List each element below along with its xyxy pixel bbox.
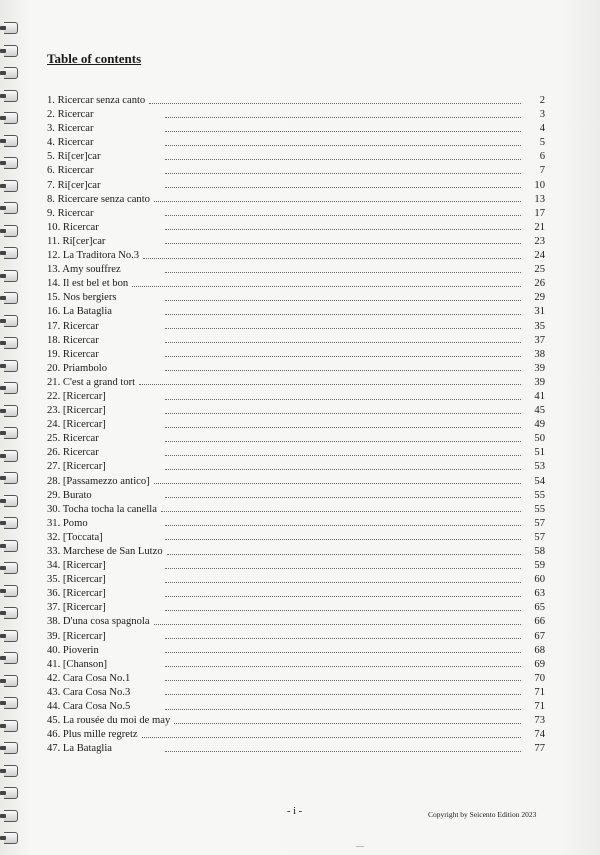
toc-entry-page: 73 <box>534 715 545 727</box>
binding-ring <box>4 22 18 34</box>
dot-leader <box>165 214 521 216</box>
toc-entry-page: 53 <box>534 461 545 473</box>
binding-ring <box>4 427 18 439</box>
toc-entry-page: 41 <box>534 390 545 402</box>
dot-leader <box>165 271 521 273</box>
toc-entry-page: 23 <box>534 235 545 247</box>
dot-leader <box>165 299 521 301</box>
toc-entry[interactable] <box>47 489 545 503</box>
toc-entry[interactable] <box>47 376 545 390</box>
toc-entry-title: 38. D'una cosa spagnola <box>47 616 150 628</box>
dot-leader <box>143 257 521 259</box>
toc-entry-title: 45. La rousée du moi de may <box>47 715 171 727</box>
toc-entry[interactable] <box>47 517 545 531</box>
binding-ring <box>4 540 18 552</box>
dot-leader <box>165 242 521 244</box>
scan-mark <box>356 846 364 847</box>
dot-leader <box>165 454 521 456</box>
toc-entry-title: 11. Ri[cer]car <box>47 235 106 247</box>
toc-entry[interactable] <box>47 179 545 193</box>
dot-leader <box>154 200 521 202</box>
toc-entry-page: 60 <box>534 574 545 586</box>
toc-entry-title: 19. Ricercar <box>47 348 99 360</box>
dot-leader <box>165 228 521 230</box>
toc-entry[interactable] <box>47 150 545 164</box>
toc-entry-title: 31. Pomo <box>47 517 88 529</box>
toc-entry[interactable] <box>47 559 545 573</box>
toc-entry-page: 70 <box>534 672 545 684</box>
dot-leader <box>165 637 521 639</box>
toc-entry-title: 3. Ricercar <box>47 123 94 135</box>
toc-entry-page: 2 <box>539 95 545 106</box>
dot-leader <box>165 693 521 695</box>
binding-ring <box>4 517 18 529</box>
dot-leader <box>165 327 521 329</box>
toc-entry[interactable] <box>47 122 545 136</box>
toc-entry-page: 5 <box>539 137 545 149</box>
binding-ring <box>4 472 18 484</box>
binding-ring <box>4 562 18 574</box>
toc-entry-page: 57 <box>534 517 545 529</box>
toc-entry-page: 49 <box>534 419 545 431</box>
toc-entry-title: 14. Il est bel et bon <box>47 278 129 290</box>
toc-entry-page: 39 <box>534 376 545 388</box>
toc-entry[interactable] <box>47 714 545 728</box>
toc-entry-title: 16. La Bataglia <box>47 306 113 318</box>
toc-entry-title: 21. C'est a grand tort <box>47 376 136 388</box>
toc-entry-page: 4 <box>539 123 545 135</box>
binding-ring <box>4 45 18 57</box>
copyright-notice: Copyright by Seicento Edition 2023 <box>428 810 537 819</box>
dot-leader <box>165 581 521 583</box>
dot-leader <box>174 722 521 724</box>
binding-ring <box>4 112 18 124</box>
dot-leader <box>165 412 521 414</box>
dot-leader <box>165 595 521 597</box>
dot-leader <box>142 736 521 738</box>
toc-entry-title: 2. Ricercar <box>47 109 94 121</box>
binding-ring <box>4 382 18 394</box>
toc-entry[interactable] <box>47 672 545 686</box>
dot-leader <box>165 369 521 371</box>
binding-ring <box>4 360 18 372</box>
binding-ring <box>4 450 18 462</box>
toc-entry-page: 54 <box>534 475 545 487</box>
toc-entry[interactable] <box>47 221 545 235</box>
toc-entry[interactable] <box>47 446 545 460</box>
binding-ring <box>4 292 18 304</box>
toc-entry[interactable] <box>47 615 545 629</box>
toc-entry[interactable] <box>47 418 545 432</box>
toc-entry-page: 59 <box>534 560 545 572</box>
toc-entry-page: 35 <box>534 320 545 332</box>
binding-ring <box>4 585 18 597</box>
toc-entry-title: 43. Cara Cosa No.3 <box>47 686 131 698</box>
toc-entry-title: 18. Ricercar <box>47 334 99 346</box>
binding-ring <box>4 742 18 754</box>
toc-entry-title: 35. [Ricercar] <box>47 574 106 586</box>
toc-entry-page: 7 <box>539 165 545 177</box>
toc-entry[interactable] <box>47 503 545 517</box>
toc-entry-page: 10 <box>534 179 545 191</box>
toc-entry[interactable] <box>47 742 545 756</box>
toc-entry[interactable] <box>47 658 545 672</box>
toc-entry-title: 5. Ri[cer]car <box>47 151 101 163</box>
dot-leader <box>165 524 521 526</box>
toc-entry[interactable] <box>47 531 545 545</box>
binding-ring <box>4 765 18 777</box>
toc-entry-page: 26 <box>534 278 545 290</box>
toc-entry[interactable] <box>47 94 545 108</box>
toc-entry-page: 51 <box>534 447 545 459</box>
toc-entry-title: 4. Ricercar <box>47 137 94 149</box>
toc-entry[interactable] <box>47 207 545 221</box>
toc-entry-page: 63 <box>534 588 545 600</box>
binding-ring <box>4 607 18 619</box>
toc-entry[interactable] <box>47 460 545 474</box>
binding-ring <box>4 720 18 732</box>
toc-entry-page: 39 <box>534 362 545 374</box>
toc-entry-page: 57 <box>534 531 545 543</box>
toc-entry[interactable] <box>47 277 545 291</box>
binding-ring <box>4 157 18 169</box>
spiral-binding <box>0 0 26 855</box>
toc-entry-title: 7. Ri[cer]car <box>47 179 101 191</box>
dot-leader <box>165 355 521 357</box>
binding-ring <box>4 315 18 327</box>
dot-leader <box>165 158 521 160</box>
binding-ring <box>4 225 18 237</box>
dot-leader <box>165 172 521 174</box>
toc-entry-title: 42. Cara Cosa No.1 <box>47 672 131 684</box>
dot-leader <box>165 679 521 681</box>
dot-leader <box>139 383 521 385</box>
dot-leader <box>165 313 521 315</box>
dot-leader <box>165 665 521 667</box>
toc-entry-page: 58 <box>534 546 545 557</box>
toc-entry-title: 24. [Ricercar] <box>47 419 106 431</box>
binding-ring <box>4 697 18 709</box>
toc-entry[interactable] <box>47 164 545 178</box>
toc-entry[interactable] <box>47 686 545 700</box>
toc-entry-page: 69 <box>534 658 545 670</box>
toc-entry-title: 29. Burato <box>47 489 92 501</box>
toc-entry-title: 20. Priambolo <box>47 362 108 374</box>
toc-entry-title: 30. Tocha tocha la canella <box>47 503 157 515</box>
dot-leader <box>154 623 521 625</box>
toc-entry-page: 17 <box>534 207 545 219</box>
dot-leader <box>165 341 521 343</box>
binding-ring <box>4 90 18 102</box>
toc-entry-title: 22. [Ricercar] <box>47 390 106 402</box>
dot-leader <box>167 553 521 555</box>
toc-entry-title: 15. Nos bergiers <box>47 292 117 304</box>
toc-entry-page: 77 <box>534 743 545 755</box>
binding-ring <box>4 787 18 799</box>
dot-leader <box>165 186 521 188</box>
toc-entry[interactable] <box>47 644 545 658</box>
toc-entry[interactable] <box>47 362 545 376</box>
toc-entry-page: 66 <box>534 616 545 628</box>
toc-entry-title: 47. La Bataglia <box>47 743 113 755</box>
toc-entry-title: 26. Ricercar <box>47 447 99 459</box>
dot-leader <box>165 496 521 498</box>
dot-leader <box>165 651 521 653</box>
dot-leader <box>165 609 521 611</box>
binding-ring <box>4 810 18 822</box>
toc-entry[interactable] <box>47 249 545 263</box>
binding-ring <box>4 337 18 349</box>
binding-ring <box>4 630 18 642</box>
dot-leader <box>165 708 521 710</box>
dot-leader <box>161 510 521 512</box>
toc-entry-page: 71 <box>534 686 545 698</box>
toc-entry-title: 6. Ricercar <box>47 165 94 177</box>
toc-entry-title: 41. [Chanson] <box>47 658 108 670</box>
binding-ring <box>4 202 18 214</box>
toc-entry-title: 25. Ricercar <box>47 433 99 445</box>
toc-entry[interactable] <box>47 432 545 446</box>
dot-leader <box>165 144 521 146</box>
toc-entry-title: 40. Pioverin <box>47 644 99 656</box>
toc-entry-page: 74 <box>534 729 545 741</box>
toc-entry-page: 38 <box>534 348 545 360</box>
binding-ring <box>4 247 18 259</box>
toc-entry-title: 12. La Traditora No.3 <box>47 250 140 262</box>
toc-entry[interactable] <box>47 573 545 587</box>
toc-entry[interactable] <box>47 390 545 404</box>
toc-entry-title: 36. [Ricercar] <box>47 588 106 600</box>
binding-ring <box>4 675 18 687</box>
dot-leader <box>149 102 521 104</box>
toc-entry-title: 33. Marchese de San Lutzo <box>47 546 163 557</box>
toc-entry-page: 55 <box>534 489 545 501</box>
toc-entry-page: 29 <box>534 292 545 304</box>
toc-entry[interactable] <box>47 305 545 319</box>
toc-entry-title: 1. Ricercar senza canto <box>47 95 146 106</box>
toc-entry-page: 25 <box>534 264 545 276</box>
binding-ring <box>4 652 18 664</box>
toc-entry-title: 10. Ricercar <box>47 221 99 233</box>
toc-entry-title: 32. [Toccata] <box>47 531 103 543</box>
toc-entry-title: 37. [Ricercar] <box>47 602 106 614</box>
toc-entry-title: 13. Amy souffrez <box>47 264 121 276</box>
toc-entry[interactable] <box>47 334 545 348</box>
toc-entry-page: 65 <box>534 602 545 614</box>
toc-entry-title: 27. [Ricercar] <box>47 461 106 473</box>
toc-entry[interactable] <box>47 193 545 207</box>
toc-entry-title: 8. Ricercare senza canto <box>47 193 150 205</box>
toc-entry-page: 71 <box>534 701 545 713</box>
toc-entry-page: 21 <box>534 221 545 233</box>
toc-entry-page: 13 <box>534 193 545 205</box>
toc-entry-page: 6 <box>539 151 545 163</box>
binding-ring <box>4 832 18 844</box>
toc-entry[interactable] <box>47 630 545 644</box>
binding-ring <box>4 135 18 147</box>
dot-leader <box>165 468 521 470</box>
toc-entry[interactable] <box>47 348 545 362</box>
dot-leader <box>154 482 521 484</box>
binding-ring <box>4 67 18 79</box>
toc-entry-title: 23. [Ricercar] <box>47 405 106 417</box>
toc-entry-title: 44. Cara Cosa No.5 <box>47 701 131 713</box>
toc-entry[interactable] <box>47 601 545 615</box>
binding-ring <box>4 495 18 507</box>
dot-leader <box>165 116 521 118</box>
toc-entry[interactable] <box>47 587 545 601</box>
toc-entry-title: 34. [Ricercar] <box>47 560 106 572</box>
dot-leader <box>165 750 521 752</box>
toc-entry[interactable] <box>47 263 545 277</box>
toc-entry[interactable] <box>47 404 545 418</box>
toc-entry-title: 9. Ricercar <box>47 207 94 219</box>
toc-entry-title: 17. Ricercar <box>47 320 99 332</box>
toc-entry-page: 45 <box>534 405 545 417</box>
toc-entry-page: 3 <box>539 109 545 121</box>
toc-entry-title: 39. [Ricercar] <box>47 630 106 642</box>
page-number: - i - <box>287 806 303 817</box>
dot-leader <box>132 285 521 287</box>
toc-entry[interactable] <box>47 136 545 150</box>
dot-leader <box>165 398 521 400</box>
dot-leader <box>165 426 521 428</box>
binding-ring <box>4 180 18 192</box>
toc-entry-page: 68 <box>534 644 545 656</box>
dot-leader <box>165 440 521 442</box>
toc-entry-page: 37 <box>534 334 545 346</box>
table-of-contents <box>47 94 545 756</box>
toc-entry[interactable] <box>47 700 545 714</box>
toc-entry-title: 46. Plus mille regretz <box>47 729 138 741</box>
toc-entry[interactable] <box>47 108 545 122</box>
toc-entry-page: 55 <box>534 503 545 515</box>
toc-entry[interactable] <box>47 475 545 489</box>
binding-ring <box>4 405 18 417</box>
toc-entry-page: 24 <box>534 250 545 262</box>
dot-leader <box>165 538 521 540</box>
toc-entry[interactable] <box>47 728 545 742</box>
dot-leader <box>165 130 521 132</box>
toc-entry[interactable] <box>47 545 545 559</box>
page-title: Table of contents <box>47 51 142 66</box>
toc-entry-page: 67 <box>534 630 545 642</box>
toc-entry-page: 50 <box>534 433 545 445</box>
dot-leader <box>165 567 521 569</box>
toc-entry-title: 28. [Passamezzo antico] <box>47 475 150 487</box>
toc-entry[interactable] <box>47 291 545 305</box>
toc-entry[interactable] <box>47 320 545 334</box>
toc-entry[interactable] <box>47 235 545 249</box>
toc-entry-page: 31 <box>534 306 545 318</box>
binding-ring <box>4 270 18 282</box>
